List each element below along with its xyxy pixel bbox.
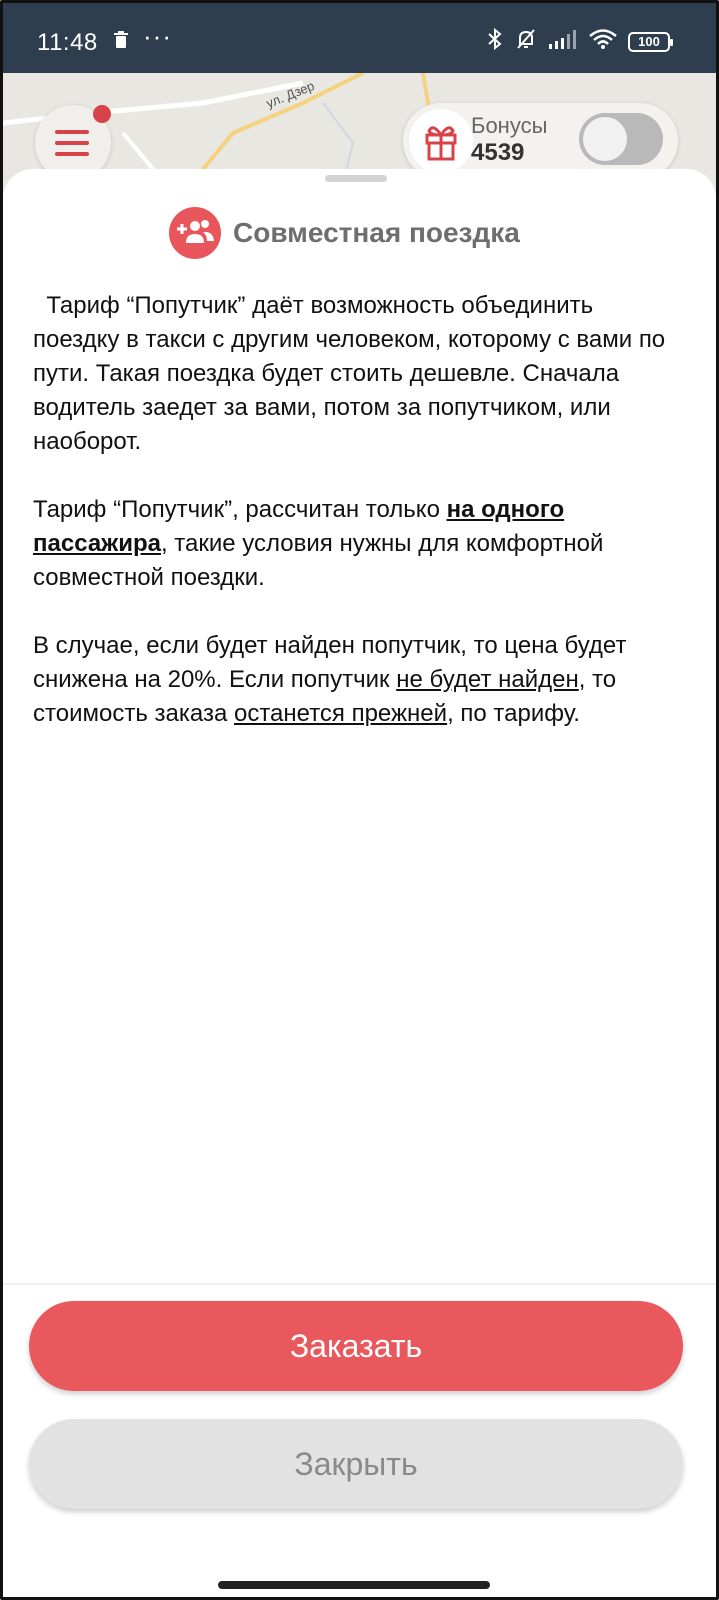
gift-icon	[409, 109, 473, 173]
sheet-title: Совместная поездка	[233, 217, 520, 248]
emphasis-not-found: не будет найден	[396, 666, 579, 693]
text-fragment: В случае, если будет найден попутчик, то цена будет снижена на 20%. Если попутчик	[33, 632, 627, 693]
bonus-toggle[interactable]	[579, 113, 663, 165]
notification-dot	[93, 105, 111, 123]
paragraph-intro-text: Тариф “Попутчик” даёт возможность объединить поездку в такси с другим человеком, которому с вами по пути. Такая поездка будет стоить дешевле. Сначала водитель заедет за вами, потом за попутчиком, или наоборот.	[33, 292, 672, 455]
sheet-drag-handle[interactable]	[325, 175, 387, 182]
emphasis-one-passenger: на одного пассажира	[33, 496, 565, 557]
bonus-label: Бонусы	[471, 113, 548, 138]
paragraph-price	[33, 629, 683, 731]
paragraph-single-passenger	[33, 493, 683, 595]
status-bar	[3, 3, 716, 73]
close-button[interactable]: Закрыть	[29, 1419, 683, 1509]
signal-icon	[548, 28, 578, 55]
text-fragment: , такие условия нужны для комфортной совместной поездки.	[33, 530, 604, 591]
text-fragment: , то стоимость заказа	[33, 666, 617, 727]
bonus-widget[interactable]	[403, 103, 678, 179]
paragraph-intro	[33, 289, 683, 459]
bonus-value: 4539	[471, 139, 525, 166]
toggle-knob	[583, 117, 627, 161]
bell-muted-icon	[514, 27, 538, 56]
trash-icon	[113, 31, 129, 54]
status-time: 11:48	[37, 29, 98, 56]
add-group-icon	[169, 207, 221, 259]
text-fragment: , по тарифу.	[447, 700, 580, 727]
wifi-icon	[588, 28, 618, 55]
sheet-header	[3, 205, 716, 261]
home-indicator[interactable]	[218, 1581, 490, 1589]
divider	[3, 1283, 716, 1285]
order-button[interactable]: Заказать	[29, 1301, 683, 1391]
tariff-description	[33, 289, 683, 765]
text-fragment: Тариф “Попутчик”, рассчитан только	[33, 496, 447, 523]
bluetooth-icon	[486, 27, 504, 56]
hamburger-icon	[55, 130, 89, 163]
bottom-sheet	[3, 169, 716, 1600]
emphasis-same-price: останется прежней	[233, 700, 448, 727]
more-notifications-icon: ···	[143, 21, 172, 51]
battery-indicator: 100	[628, 32, 670, 52]
street-label: ул. Дзер	[264, 78, 317, 111]
